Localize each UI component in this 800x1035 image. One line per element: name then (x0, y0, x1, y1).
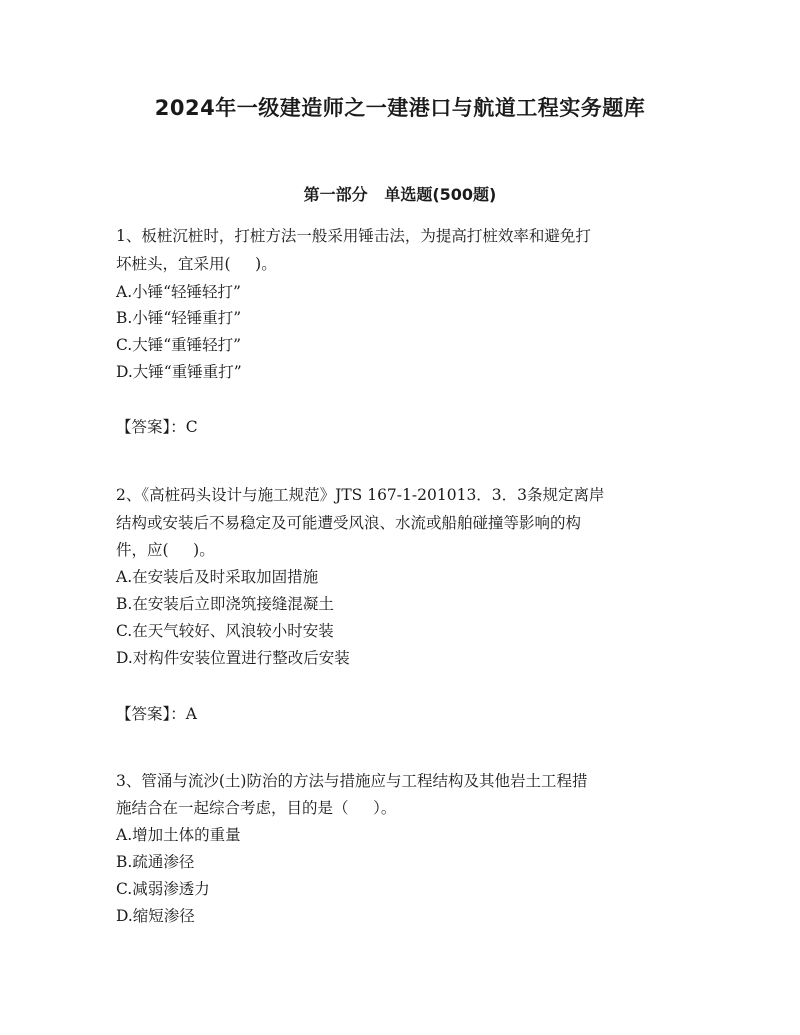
question-3-option-b: B.疏通渗径 (116, 853, 195, 871)
question-1-option-a: A.小锤“轻锤轻打” (116, 283, 241, 301)
question-2-option-d: D.对构件安装位置进行整改后安装 (116, 649, 350, 667)
question-2-stem-line-1: 2、《高桩码头设计与施工规范》JTS 167-1-201013．3．3条规定离岸 (116, 486, 605, 504)
question-1-option-b: B.小锤“轻锤重打” (116, 309, 242, 327)
question-3-stem-line-1: 3、管涌与流沙(土)防治的方法与措施应与工程结构及其他岩土工程措 (116, 772, 588, 790)
question-1-stem-line-1: 1、板桩沉桩时，打桩方法一般采用锤击法，为提高打桩效率和避免打 (116, 227, 591, 245)
question-3-option-c: C.减弱渗透力 (116, 880, 210, 898)
question-2-stem-line-3: 件，应( )。 (116, 541, 215, 559)
question-3-option-a: A.增加土体的重量 (116, 826, 241, 844)
question-1-answer: 【答案】：C (116, 418, 198, 436)
document-title: 2024年一级建造师之一建港口与航道工程实务题库 (154, 96, 646, 120)
question-1-option-c: C.大锤“重锤轻打” (116, 336, 242, 354)
question-2-answer: 【答案】：A (116, 705, 197, 723)
question-2-option-a: A.在安装后及时采取加固措施 (116, 568, 319, 586)
section-heading: 第一部分 单选题(500题) (303, 185, 497, 204)
question-2-option-b: B.在安装后立即浇筑接缝混凝土 (116, 595, 334, 613)
question-2-option-c: C.在天气较好、风浪较小时安装 (116, 622, 334, 640)
question-2-stem-line-2: 结构或安装后不易稳定及可能遭受风浪、水流或船舶碰撞等影响的构 (116, 514, 582, 532)
question-1-stem-line-2: 坏桩头，宜采用( )。 (116, 255, 277, 273)
question-1-option-d: D.大锤“重锤重打” (116, 363, 242, 381)
question-3-stem-line-2: 施结合在一起综合考虑，目的是（ ）。 (116, 799, 397, 817)
question-3-option-d: D.缩短渗径 (116, 907, 195, 925)
